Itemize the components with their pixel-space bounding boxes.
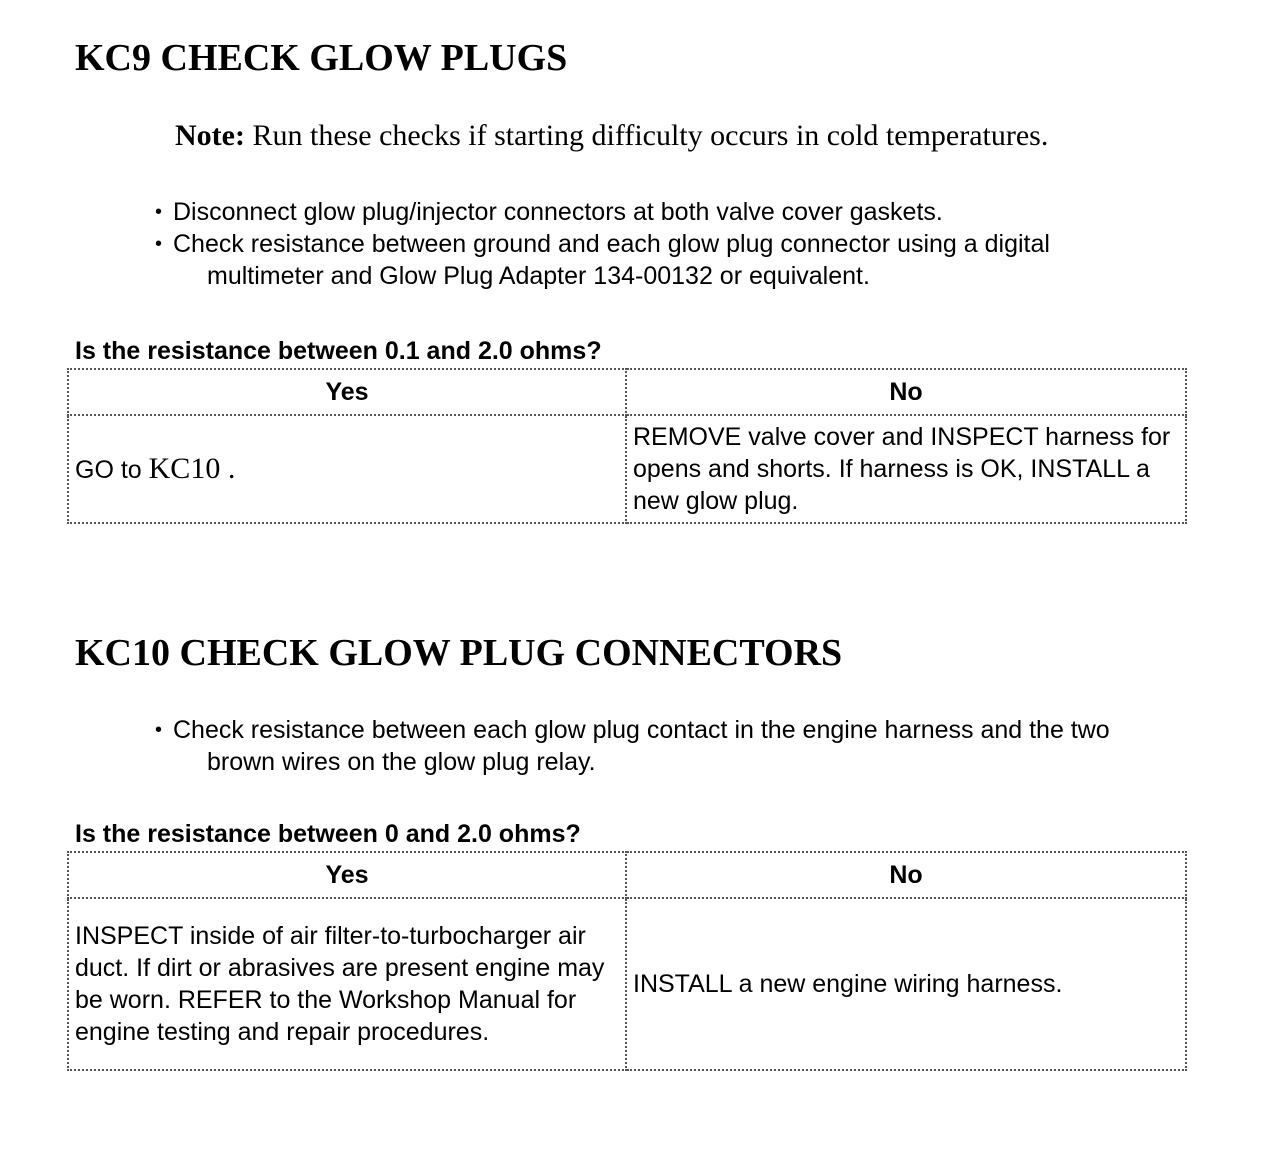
kc9-decision-table — [67, 368, 1187, 524]
list-item — [155, 714, 1255, 778]
bullet-icon: • — [155, 719, 163, 741]
bullet-icon: • — [155, 201, 163, 223]
no-cell: INSTALL a new engine wiring harness. — [626, 898, 1186, 1070]
table-header-row — [68, 852, 1186, 898]
kc9-title: KC9 CHECK GLOW PLUGS — [75, 37, 568, 79]
yes-header: Yes — [68, 852, 626, 898]
bullet-text: Check resistance between ground and each glow plug connector using a digital — [173, 230, 1050, 258]
yes-header: Yes — [68, 369, 626, 415]
no-header: No — [626, 852, 1186, 898]
bullet-icon: • — [155, 233, 163, 255]
note-label: Note: — [175, 119, 245, 152]
list-item — [155, 228, 1235, 292]
kc10-bullet-list — [155, 714, 1255, 778]
table-row — [68, 415, 1186, 523]
yes-cell: INSPECT inside of air filter-to-turbocharger air duct. If dirt or abrasives are present engine may be worn. REFER to the Workshop Manual for engine testing and repair procedures. — [68, 898, 626, 1070]
kc9-question: Is the resistance between 0.1 and 2.0 ohms? — [75, 337, 602, 365]
bullet-text-continued: brown wires on the glow plug relay. — [207, 748, 596, 776]
yes-cell-text: GO to — [75, 455, 149, 484]
note-text: Run these checks if starting difficulty occurs in cold temperatures. — [244, 119, 1049, 152]
bullet-text-continued: multimeter and Glow Plug Adapter 134-00132 or equivalent. — [207, 262, 870, 290]
kc10-decision-table — [67, 851, 1187, 1071]
kc10-question: Is the resistance between 0 and 2.0 ohms? — [75, 820, 581, 848]
kc10-title: KC10 CHECK GLOW PLUG CONNECTORS — [75, 632, 843, 674]
no-cell: REMOVE valve cover and INSPECT harness for opens and shorts. If harness is OK, INSTALL a new glow plug. — [626, 415, 1186, 523]
list-item — [155, 196, 1235, 228]
no-header: No — [626, 369, 1186, 415]
yes-cell — [68, 415, 626, 523]
kc10-link[interactable]: KC10 . — [148, 451, 236, 485]
kc9-bullet-list — [155, 196, 1235, 292]
bullet-text: Check resistance between each glow plug contact in the engine harness and the two — [173, 716, 1110, 744]
kc9-note — [175, 118, 1048, 154]
bullet-text: Disconnect glow plug/injector connectors at both valve cover gaskets. — [173, 198, 943, 226]
table-header-row — [68, 369, 1186, 415]
table-row — [68, 898, 1186, 1070]
